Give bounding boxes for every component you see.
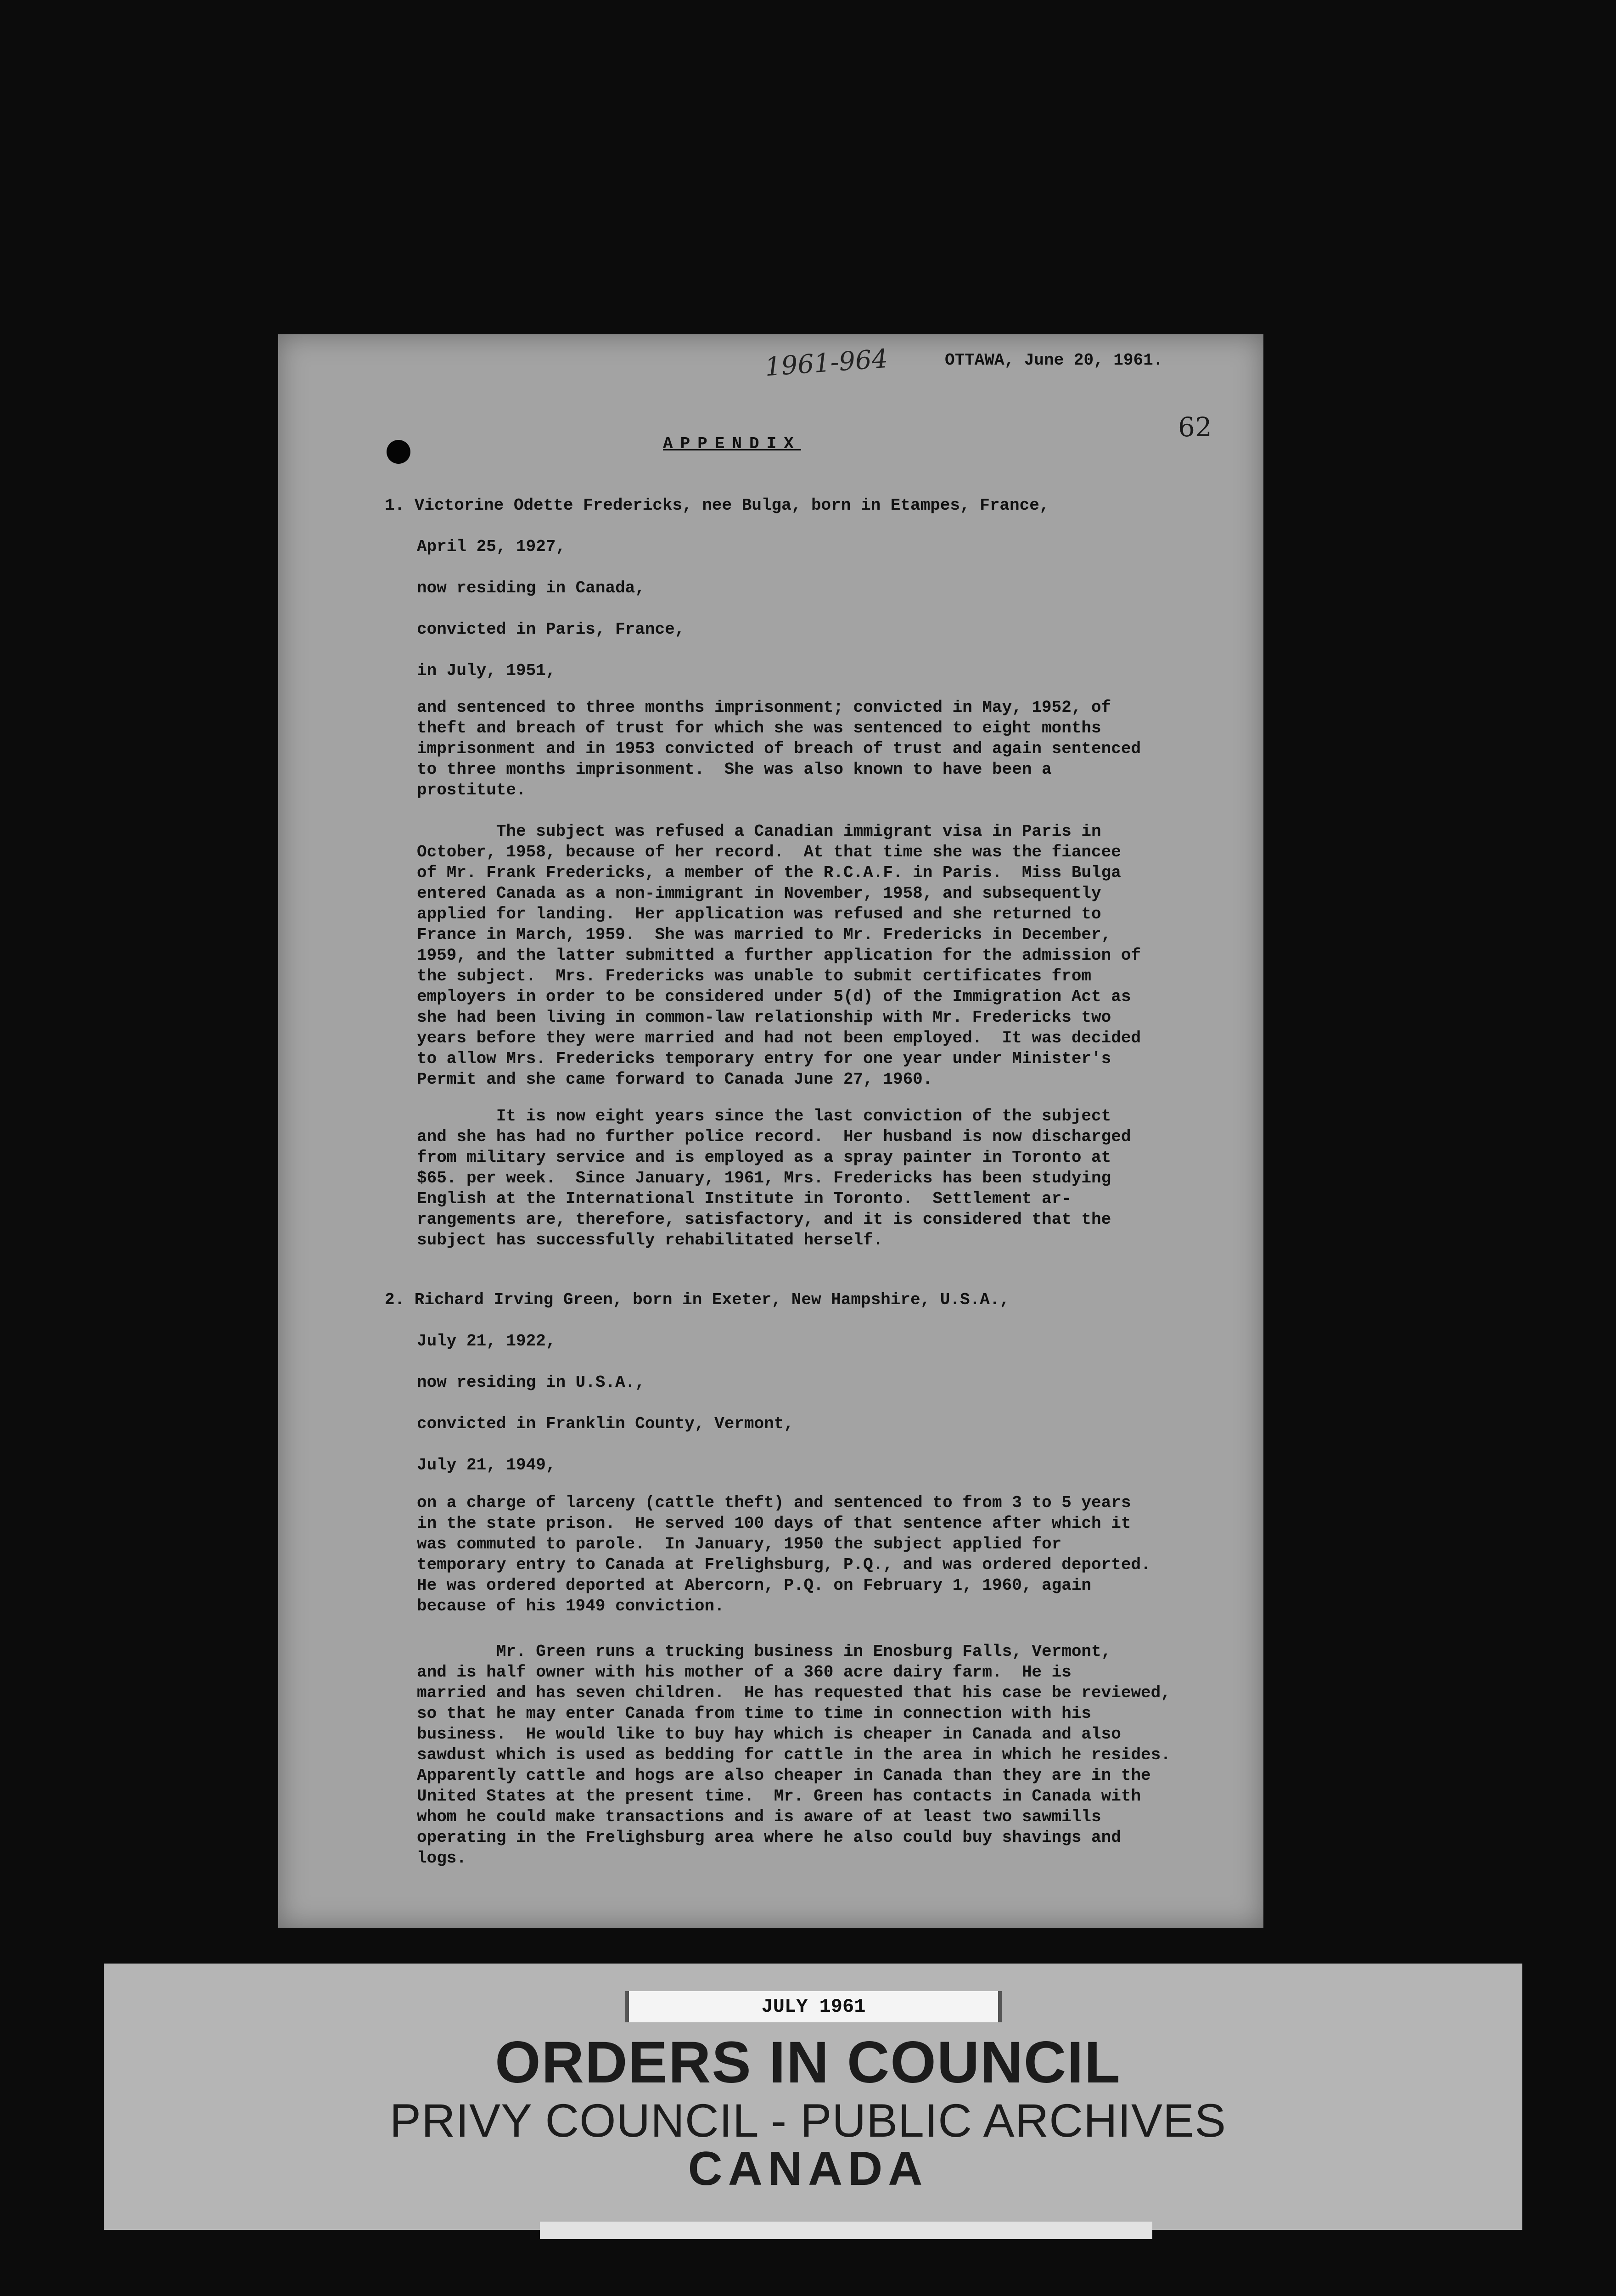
case1-conviction-place: convicted in Paris, France,: [417, 620, 685, 639]
dateline: OTTAWA, June 20, 1961.: [945, 351, 1163, 370]
case2-paragraph-2: Mr. Green runs a trucking business in Enosburg Falls, Vermont, and is half owner with his mother of a 360 acre dairy farm. He is married and has seven children. He has requested that his case be reviewed, so that he may enter Canada from time to time in connection with his business. He would like to buy hay which is cheaper in Canada and also sawdust which is used as bedding for cattle in the area in which he resides. Apparently cattle and hogs are also cheaper in Canada than they are in the United States at the present time. Mr. Green has contacts in Canada with whom he could make transactions and is aware of at least two sawmills operating in the Frelighsburg area where he also could buy shavings and logs.: [417, 1642, 1171, 1868]
handwritten-file-number: 1961-964: [764, 343, 889, 383]
case2-paragraph-1: on a charge of larceny (cattle theft) and sentenced to from 3 to 5 years in the state prison. He served 100 days of that sentence after which it was commuted to parole. In January, 1950 the subject applied for temporary entry to Canada at Frelighsburg, P.Q., and was ordered deported. He was ordered deported at Abercorn, P.Q. on February 1, 1960, again because of his 1949 conviction.: [417, 1493, 1151, 1615]
archive-label-strip: [540, 2222, 1152, 2239]
archive-title-orders: ORDERS IN COUNCIL: [495, 2030, 1121, 2095]
appendix-title: APPENDIX: [663, 434, 801, 453]
archive-date-tab: JULY 1961: [625, 1991, 1002, 2022]
case1-residence: now residing in Canada,: [417, 579, 645, 597]
case2-residence: now residing in U.S.A.,: [417, 1373, 645, 1392]
case2-heading: 2. Richard Irving Green, born in Exeter, New Hampshire, U.S.A.,: [385, 1290, 1010, 1309]
case1-birth-date: April 25, 1927,: [417, 537, 566, 556]
archive-title-canada: CANADA: [688, 2142, 928, 2195]
case1-heading: 1. Victorine Odette Fredericks, nee Bulga, born in Etampes, France,: [385, 496, 1049, 515]
page-number: 62: [1178, 411, 1212, 443]
case1-conviction-date: in July, 1951,: [417, 661, 556, 680]
case1-paragraph-3: It is now eight years since the last conviction of the subject and she has had no further police record. Her husband is now discharged from military service and is employed as a spray painter in Toronto at $65. per week. Since January, 1961, Mrs. Fredericks has been studying English at the International Institute in Toronto. Settlement ar- rangements are, therefore, satisfactory, and it is considered that the subject has successfully rehabilitated herself.: [417, 1107, 1131, 1249]
case2-birth-date: July 21, 1922,: [417, 1332, 556, 1351]
document-page: [278, 334, 1263, 1928]
case1-paragraph-1: and sentenced to three months imprisonment; convicted in May, 1952, of theft and breach of trust for which she was sentenced to eight months imprisonment and in 1953 convicted of breach of trust and again sentenced to three months imprisonment. She was also known to have been a prostitute.: [417, 698, 1141, 799]
case2-conviction-place: convicted in Franklin County, Vermont,: [417, 1414, 794, 1433]
archive-title-privy-council: PRIVY COUNCIL - PUBLIC ARCHIVES: [389, 2094, 1227, 2147]
punch-hole-icon: [387, 440, 410, 464]
case1-paragraph-2: The subject was refused a Canadian immigrant visa in Paris in October, 1958, because of her record. At that time she was the fiancee of Mr. Frank Fredericks, a member of the R.C.A.F. in Paris. Miss Bulga entered Canada as a non-immigrant in November, 1958, and subsequently applied for landing. Her application was refused and she returned to France in March, 1959. She was married to Mr. Fredericks in December, 1959, and the latter submitted a further application for the admission of the subject. Mrs. Fredericks was unable to submit certificates from employers in order to be considered under 5(d) of the Immigration Act as she had been living in common-law relationship with Mr. Fredericks two years before they were married and had not been employed. It was decided to allow Mrs. Fredericks temporary entry for one year under Minister's Permit and she came forward to Canada June 27, 1960.: [417, 822, 1141, 1089]
case2-conviction-date: July 21, 1949,: [417, 1456, 556, 1474]
